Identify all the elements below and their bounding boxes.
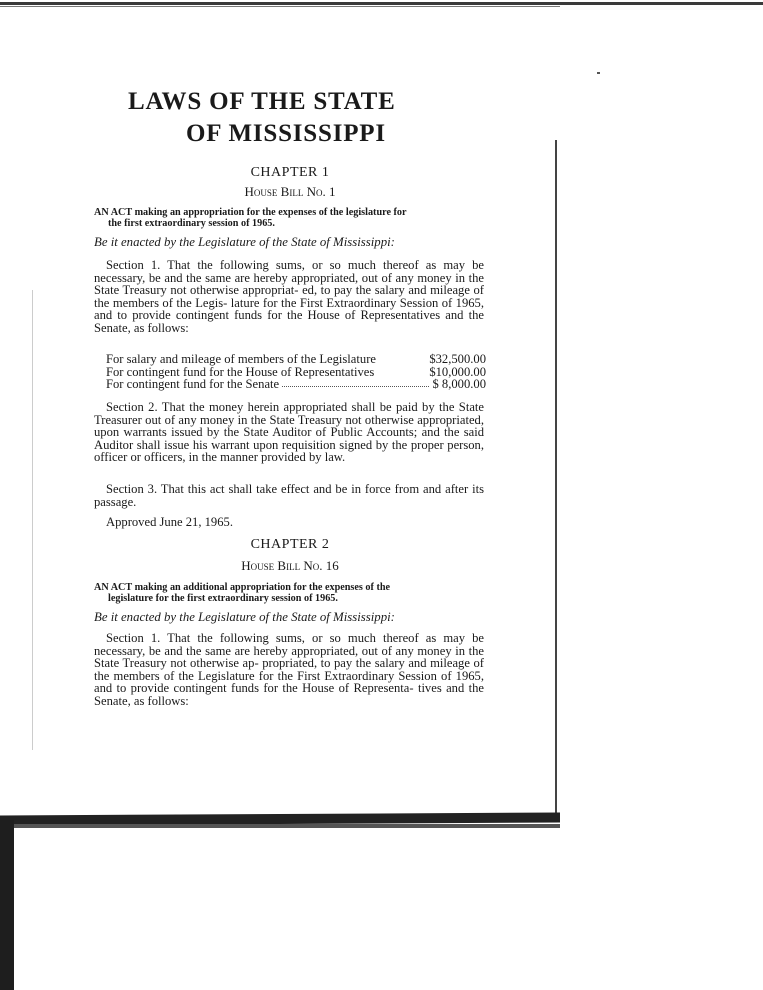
chapter1-section2: Section 2. That the money herein appropriated shall be paid by the State Treasurer out of any money in the State Treasury not otherwise appropriated, upon warrants issued by the State Auditor of Public Accounts; and the said Auditor shall issue his warrant upon requisition signed by the proper person, officer or officers, in the manner provided by law. — [94, 400, 484, 464]
chapter2-enactment-clause: Be it enacted by the Legislature of the State of Mississippi: — [94, 610, 395, 624]
appropriation-row — [106, 378, 486, 391]
chapter1-heading: CHAPTER 1 — [250, 165, 330, 180]
appropriation-label: For contingent fund for the House of Representatives — [106, 364, 375, 379]
chapter1-enactment-clause: Be it enacted by the Legislature of the State of Mississippi: — [94, 235, 395, 249]
appropriation-label: For contingent fund for the Senate — [106, 377, 280, 391]
chapter1-section1: Section 1. That the following sums, or so much thereof as may be necessary, be and the same are hereby appropriated, out of any money in the State Treasury not otherwise appropriat- ed, to pay the salary and mileage of the members of the Legis- lature for the First Extraordinary Session of 1965, and to provide contingent funds for the House of Representatives and the Senate, as follows: — [94, 258, 484, 335]
chapter1-act-title — [94, 208, 484, 229]
chapter1-section3: Section 3. That this act shall take effect and be in force from and after its passage. — [94, 482, 484, 509]
appropriation-row — [106, 353, 486, 366]
chapter1-bill-number: House Bill No. 1 — [244, 184, 336, 199]
chapter2-act-title — [94, 583, 484, 604]
chapter1-act-title-line1: AN ACT making an appropriation for the expenses of the legislature for — [94, 207, 407, 218]
chapter2-section1: Section 1. That the following sums, or so much thereof as may be necessary, be and the same are hereby appropriated, out of any money in the State Treasury not otherwise ap- propriated, to pay the salary and mileage of the members of the Legislature for the First Extraordinary Session of 1965, and to provide contingent funds for the House of Representa- tives and the Senate, as follows: — [94, 631, 484, 708]
chapter2-act-title-line1: AN ACT making an additional appropriation for the expenses of the — [94, 582, 391, 593]
chapter2-heading: CHAPTER 2 — [250, 537, 330, 552]
page-title-line2: OF MISSISSIPPI — [186, 120, 386, 147]
appropriation-amount: $32,500.00 — [429, 352, 486, 366]
chapter2-bill-number: House Bill No. 16 — [241, 558, 339, 573]
chapter1-appropriations-list — [106, 353, 486, 391]
appropriation-label: For salary and mileage of members of the Legislature — [106, 352, 376, 366]
page-title-line1: LAWS OF THE STATE — [128, 88, 396, 115]
chapter1-approval-date: Approved June 21, 1965. — [106, 515, 233, 529]
appropriation-amount: $10,000.00 — [429, 364, 486, 379]
appropriation-leader-dots — [282, 378, 429, 387]
appropriation-amount: $ 8,000.00 — [432, 377, 486, 391]
chapter2-act-title-line2: legislature for the first extraordinary session of 1965. — [108, 592, 338, 604]
chapter1-act-title-line2: the first extraordinary session of 1965. — [108, 217, 275, 229]
